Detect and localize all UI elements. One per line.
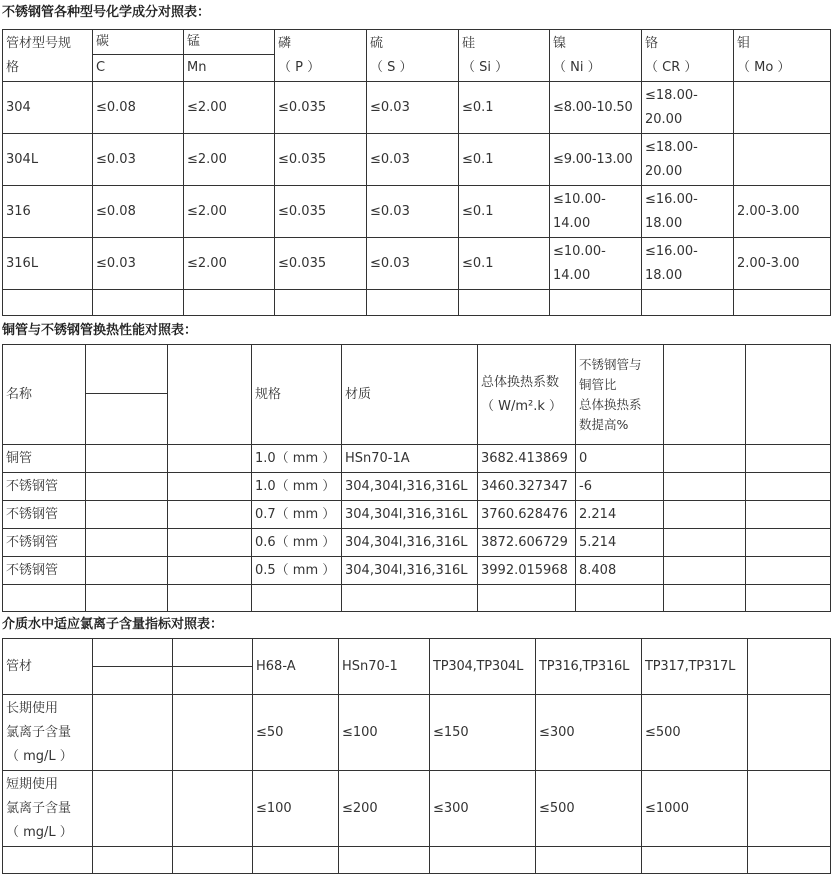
empty-cell <box>93 847 173 874</box>
cell-text-line: （ W/m².k ） <box>481 398 563 414</box>
cell-text-line: 磷 <box>278 36 292 51</box>
empty-cell <box>184 290 275 316</box>
empty-cell <box>478 585 576 612</box>
cell-si: ≤0.1 <box>459 238 550 290</box>
empty-cell <box>664 557 746 585</box>
cell-ni <box>550 134 642 186</box>
empty-cell <box>93 771 173 847</box>
empty-row <box>3 290 831 316</box>
table-row <box>3 501 831 529</box>
empty-cell <box>642 847 748 874</box>
empty-cell <box>173 771 253 847</box>
cell-text-line: （ S ） <box>370 60 413 75</box>
cell-spec: 1.0（ mm ） <box>252 473 342 501</box>
cell-spec: 0.5（ mm ） <box>252 557 342 585</box>
empty-row <box>3 585 831 612</box>
cell-mo <box>734 82 831 134</box>
chemical-composition-table <box>2 29 831 316</box>
table-row <box>3 238 831 290</box>
empty-cell <box>746 445 831 473</box>
cell-mn: ≤2.00 <box>184 134 275 186</box>
cell-mo <box>734 134 831 186</box>
cell-tp316: ≤500 <box>536 771 642 847</box>
cell-text-line: （ P ） <box>278 60 321 75</box>
empty-cell <box>748 695 831 771</box>
cell-text-line: 格 <box>6 60 20 75</box>
empty-cell <box>253 847 339 874</box>
empty-cell <box>86 529 168 557</box>
header-blank-a <box>86 345 168 394</box>
cell-text-line: （ Si ） <box>462 60 509 75</box>
empty-cell <box>275 290 367 316</box>
cell-c: ≤0.03 <box>93 238 184 290</box>
cell-p: ≤0.035 <box>275 82 367 134</box>
header-blank-d <box>93 667 173 695</box>
cell-name: 不锈钢管 <box>3 529 86 557</box>
cell-cr <box>642 134 734 186</box>
header-c-symbol: C <box>93 55 184 82</box>
cell-tp317: ≤500 <box>642 695 748 771</box>
cell-si: ≤0.1 <box>459 134 550 186</box>
cell-text-line: 钼 <box>737 36 751 51</box>
empty-cell <box>252 585 342 612</box>
empty-cell <box>86 585 168 612</box>
empty-cell <box>3 847 93 874</box>
cell-c: ≤0.08 <box>93 82 184 134</box>
header-cr <box>642 30 734 82</box>
header-blank-b <box>173 639 253 667</box>
table-row <box>3 771 831 847</box>
table-row <box>3 695 831 771</box>
empty-cell <box>430 847 536 874</box>
header-c-cn: 碳 <box>93 30 184 55</box>
cell-s: ≤0.03 <box>367 134 459 186</box>
cell-improvement: 2.214 <box>576 501 664 529</box>
cell-text-line: 不锈钢管与 <box>579 356 642 372</box>
empty-cell <box>746 501 831 529</box>
header-ni <box>550 30 642 82</box>
cell-text-line: 20.00 <box>645 163 683 179</box>
empty-cell <box>459 290 550 316</box>
cell-text-line: ≤10.00- <box>553 243 606 259</box>
empty-cell <box>746 529 831 557</box>
cell-text-line: 管材型号规 <box>6 36 72 51</box>
table-header-row <box>3 30 831 55</box>
section3-title: 介质水中适应氯离子含量指标对照表： <box>2 617 224 632</box>
header-spec: 规格 <box>252 345 342 445</box>
header-tp317: TP317,TP317L <box>642 639 748 695</box>
header-h68: H68-A <box>253 639 339 695</box>
table-row <box>3 529 831 557</box>
cell-spec: 0.6（ mm ） <box>252 529 342 557</box>
empty-cell <box>168 585 252 612</box>
header-blank-c <box>664 345 746 445</box>
table-row <box>3 557 831 585</box>
cell-name: 铜管 <box>3 445 86 473</box>
table-row <box>3 82 831 134</box>
cell-si: ≤0.1 <box>459 82 550 134</box>
empty-cell <box>3 290 93 316</box>
cell-p: ≤0.035 <box>275 134 367 186</box>
cell-text-line: ≤10.00- <box>553 191 606 207</box>
cell-text-line: （ mg/L ） <box>6 748 73 764</box>
cell-spec: 0.7（ mm ） <box>252 501 342 529</box>
header-name: 管材 <box>3 639 93 695</box>
cell-grade: 304 <box>3 82 93 134</box>
empty-cell <box>367 290 459 316</box>
header-blank-a <box>93 639 173 667</box>
table-row <box>3 134 831 186</box>
cell-cr <box>642 82 734 134</box>
cell-material: HSn70-1A <box>342 445 478 473</box>
empty-cell <box>664 473 746 501</box>
cell-text-line: 18.00 <box>645 215 683 231</box>
empty-cell <box>746 557 831 585</box>
cell-coefficient: 3460.327347 <box>478 473 576 501</box>
cell-mn: ≤2.00 <box>184 82 275 134</box>
cell-text-line: （ Mo ） <box>737 60 791 75</box>
cell-tp304: ≤300 <box>430 771 536 847</box>
cell-text-line: ≤9.00-13.00 <box>553 151 633 167</box>
empty-cell <box>339 847 430 874</box>
cell-text-line: ≤16.00- <box>645 243 698 259</box>
empty-cell <box>536 847 642 874</box>
empty-row <box>3 847 831 874</box>
table-row <box>3 473 831 501</box>
cell-improvement: 5.214 <box>576 529 664 557</box>
empty-cell <box>86 501 168 529</box>
cell-c: ≤0.08 <box>93 186 184 238</box>
empty-cell <box>642 290 734 316</box>
cell-text-line: 20.00 <box>645 111 683 127</box>
cell-material: 304,304l,316,316L <box>342 473 478 501</box>
empty-cell <box>168 557 252 585</box>
empty-cell <box>173 695 253 771</box>
cell-mn: ≤2.00 <box>184 186 275 238</box>
header-blank-d <box>746 345 831 445</box>
cell-si: ≤0.1 <box>459 186 550 238</box>
header-blank-e <box>86 394 168 445</box>
empty-cell <box>550 290 642 316</box>
cell-text-line: 总体换热系 <box>579 396 642 412</box>
cell-c: ≤0.03 <box>93 134 184 186</box>
header-tp316: TP316,TP316L <box>536 639 642 695</box>
empty-cell <box>746 585 831 612</box>
cell-p: ≤0.035 <box>275 186 367 238</box>
cell-text-line: 总体换热系数 <box>481 374 560 390</box>
header-s <box>367 30 459 82</box>
cell-coefficient: 3992.015968 <box>478 557 576 585</box>
cell-mo: 2.00-3.00 <box>734 186 831 238</box>
empty-cell <box>3 585 86 612</box>
cell-text-line: ≤8.00-10.50 <box>553 99 633 115</box>
cell-hsn70: ≤200 <box>339 771 430 847</box>
cell-usage <box>3 771 93 847</box>
empty-cell <box>168 501 252 529</box>
cell-improvement: -6 <box>576 473 664 501</box>
cell-text-line: 硫 <box>370 36 384 51</box>
cell-text-line: 14.00 <box>553 215 591 231</box>
cell-text-line: 氯离子含量 <box>6 724 72 740</box>
cell-mn: ≤2.00 <box>184 238 275 290</box>
cell-name: 不锈钢管 <box>3 501 86 529</box>
chloride-ion-table <box>2 638 831 874</box>
header-blank-b <box>168 345 252 445</box>
header-hsn70: HSn70-1 <box>339 639 430 695</box>
cell-material: 304,304l,316,316L <box>342 529 478 557</box>
table-row <box>3 186 831 238</box>
cell-grade: 304L <box>3 134 93 186</box>
empty-cell <box>664 585 746 612</box>
header-blank-c <box>748 639 831 695</box>
empty-cell <box>86 445 168 473</box>
header-mo <box>734 30 831 82</box>
cell-ni <box>550 186 642 238</box>
header-si <box>459 30 550 82</box>
cell-text-line: ≤18.00- <box>645 139 698 155</box>
cell-coefficient: 3682.413869 <box>478 445 576 473</box>
cell-text-line: （ Ni ） <box>553 60 601 75</box>
cell-improvement: 8.408 <box>576 557 664 585</box>
cell-text-line: 14.00 <box>553 267 591 283</box>
header-grade <box>3 30 93 82</box>
section2-title: 铜管与不锈钢管换热性能对照表： <box>2 323 198 338</box>
cell-text-line: 镍 <box>553 36 567 51</box>
cell-tp316: ≤300 <box>536 695 642 771</box>
cell-s: ≤0.03 <box>367 186 459 238</box>
cell-grade: 316L <box>3 238 93 290</box>
empty-cell <box>168 473 252 501</box>
empty-cell <box>664 501 746 529</box>
empty-cell <box>173 847 253 874</box>
cell-s: ≤0.03 <box>367 238 459 290</box>
header-mn-cn: 锰 <box>184 30 275 55</box>
empty-cell <box>168 445 252 473</box>
cell-text-line: ≤18.00- <box>645 87 698 103</box>
empty-cell <box>93 695 173 771</box>
cell-coefficient: 3760.628476 <box>478 501 576 529</box>
empty-cell <box>748 771 831 847</box>
cell-material: 304,304l,316,316L <box>342 501 478 529</box>
header-improvement <box>576 345 664 445</box>
cell-text-line: ≤16.00- <box>645 191 698 207</box>
cell-tp317: ≤1000 <box>642 771 748 847</box>
cell-p: ≤0.035 <box>275 238 367 290</box>
cell-hsn70: ≤100 <box>339 695 430 771</box>
empty-cell <box>734 290 831 316</box>
cell-ni <box>550 238 642 290</box>
empty-cell <box>86 473 168 501</box>
cell-cr <box>642 186 734 238</box>
empty-cell <box>576 585 664 612</box>
cell-grade: 316 <box>3 186 93 238</box>
cell-text-line: 硅 <box>462 36 476 51</box>
header-name: 名称 <box>3 345 86 445</box>
cell-spec: 1.0（ mm ） <box>252 445 342 473</box>
cell-name: 不锈钢管 <box>3 557 86 585</box>
cell-text-line: 短期使用 <box>6 776 59 792</box>
section1-title: 不锈钢管各种型号化学成分对照表： <box>2 5 211 20</box>
cell-h68: ≤50 <box>253 695 339 771</box>
empty-cell <box>664 445 746 473</box>
cell-tp304: ≤150 <box>430 695 536 771</box>
empty-cell <box>664 529 746 557</box>
cell-ni <box>550 82 642 134</box>
cell-text-line: （ CR ） <box>645 60 698 75</box>
cell-text-line: 18.00 <box>645 267 683 283</box>
empty-cell <box>93 290 184 316</box>
cell-cr <box>642 238 734 290</box>
empty-cell <box>746 473 831 501</box>
cell-text-line: 氯离子含量 <box>6 800 72 816</box>
header-tp304: TP304,TP304L <box>430 639 536 695</box>
cell-coefficient: 3872.606729 <box>478 529 576 557</box>
cell-mo: 2.00-3.00 <box>734 238 831 290</box>
cell-improvement: 0 <box>576 445 664 473</box>
empty-cell <box>86 557 168 585</box>
table-header-row <box>3 639 831 667</box>
cell-s: ≤0.03 <box>367 82 459 134</box>
cell-text-line: （ mg/L ） <box>6 824 73 840</box>
header-blank-e <box>173 667 253 695</box>
cell-name: 不锈钢管 <box>3 473 86 501</box>
header-mn-symbol: Mn <box>184 55 275 82</box>
cell-text-line: 铬 <box>645 36 659 51</box>
table-header-row <box>3 345 831 394</box>
empty-cell <box>748 847 831 874</box>
cell-text-line: 铜管比 <box>579 376 617 392</box>
cell-text-line: 数提高% <box>579 416 629 432</box>
cell-material: 304,304l,316,316L <box>342 557 478 585</box>
empty-cell <box>342 585 478 612</box>
heat-transfer-table <box>2 344 831 612</box>
cell-text-line: 长期使用 <box>6 700 59 716</box>
table-row <box>3 445 831 473</box>
cell-usage <box>3 695 93 771</box>
header-p <box>275 30 367 82</box>
header-coefficient <box>478 345 576 445</box>
cell-h68: ≤100 <box>253 771 339 847</box>
empty-cell <box>168 529 252 557</box>
header-material: 材质 <box>342 345 478 445</box>
